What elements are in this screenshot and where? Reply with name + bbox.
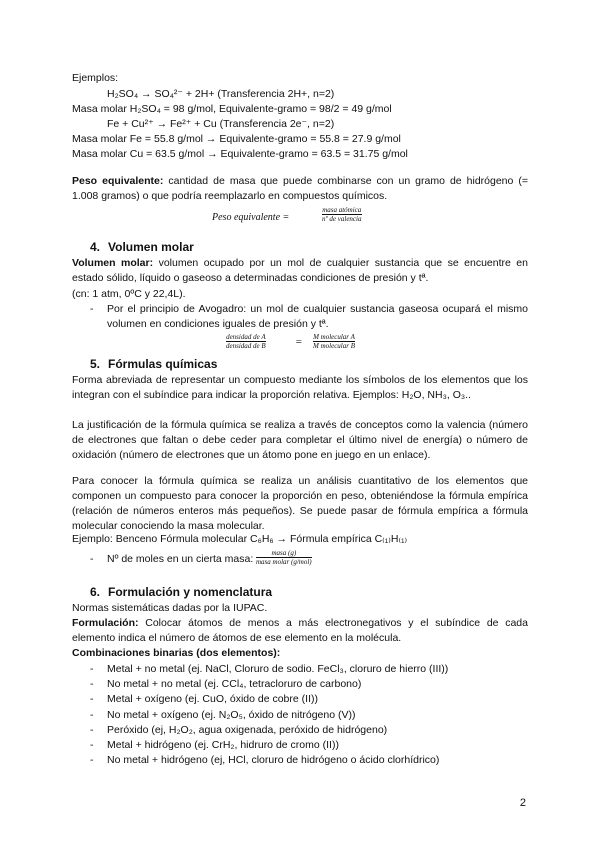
peso-formula-denominator: nº de valencia [322,215,362,223]
volumen-molar-term: Volumen molar: [72,257,154,269]
moles-fraction [256,549,312,566]
volumen-molar-cn: (cn: 1 atm, 0ºC y 22,4L). [72,288,186,300]
section-6-number: 6. [90,585,101,599]
volumen-molar-text: volumen ocupado por un mol de cualquier sustancia que se encuentre en estado sólido, líquido o gaseoso a determinadas condiciones de presión y tª. [72,257,528,284]
examples-heading: Ejemplos: [72,72,119,84]
binarias-item-dash: - [90,693,94,705]
peso-equivalente-paragraph [72,174,528,204]
avogadro-bullet-dash: - [90,303,94,315]
avogadro-bullet-text: Por el principio de Avogadro: un mol de cualquier sustancia gaseosa ocupará el mismo volumen en condiciones iguales de presión y tª. [107,303,528,330]
section-5-number: 5. [90,357,101,371]
section-5-title: Fórmulas químicas [108,357,218,371]
binarias-item: Peróxido (ej, H₂O₂, agua oxigenada, peróxido de hidrógeno) [107,724,388,736]
section-5-heading [90,357,217,371]
page-number: 2 [519,797,526,809]
moles-bullet-dash: - [90,553,94,565]
example-masa-cu: Masa molar Cu = 63.5 g/mol → Equivalente-gramo = 63.5 = 31.75 g/mol [72,148,408,160]
example-reaction-2: Fe + Cu²⁺ → Fe²⁺ + Cu (Transferencia 2e⁻, n=2) [107,118,335,130]
binarias-item-dash: - [90,709,94,721]
section-6-heading [90,585,272,599]
density-equals: = [295,336,303,348]
peso-equivalente-term: Peso equivalente: [72,175,164,187]
binarias-item: No metal + oxígeno (ej. N₂O₅, óxido de nitrógeno (V)) [107,709,356,721]
formulacion-term: Formulación: [72,617,139,629]
molar-mass-numerator: M molecular A [313,333,355,341]
formulacion-paragraph [72,616,528,646]
moles-denominator: masa molar (g/mol) [256,558,312,566]
binarias-item-dash: - [90,724,94,736]
binarias-item-dash: - [90,678,94,690]
section-4-heading [90,240,194,254]
volumen-molar-paragraph [72,256,528,286]
binarias-heading: Combinaciones binarias (dos elementos): [72,647,281,659]
formulas-paragraph-3: Para conocer la fórmula química se realiza un análisis cuantitativo de los elementos que componen un compuesto para conocer la proporción en peso, obteniéndose la fórmula empírica (relación de números enteros más pequeños). Se puede pasar de fórmula empírica a fórmula molecular conociendo la masa molecular. [72,475,528,532]
example-masa-h2so4: Masa molar H₂SO₄ = 98 g/mol, Equivalente-gramo = 98/2 = 49 g/mol [72,103,392,115]
peso-formula-lhs: Peso equivalente = [212,212,290,223]
density-numerator: densidad de A [226,333,266,341]
section-6-title: Formulación y nomenclatura [108,585,273,599]
example-reaction-1: H₂SO₄ → SO₄²⁻ + 2H+ (Transferencia 2H+, n=2) [107,88,335,100]
peso-formula-fraction [322,206,362,223]
formulas-paragraph-2: La justificación de la fórmula química se realiza a través de conceptos como la valencia (número de electrones que faltan o debe ceder para completar el último nivel de energía) o número de oxidación (número de electrones que un átomo pone en juego en un enlace). [72,419,528,461]
binarias-item-dash: - [90,663,94,675]
benceno-example: Ejemplo: Benceno Fórmula molecular C₆H₆ → Fórmula empírica C₍₁₎H₍₁₎ [72,533,408,545]
peso-equivalente-text: cantidad de masa que puede combinarse con un gramo de hidrógeno (= 1.008 gramos) o que podría reemplazarlo en compuestos químicos. [72,175,529,202]
binarias-item-dash: - [90,754,94,766]
section-4-number: 4. [90,240,101,254]
moles-bullet-label: Nº de moles en un cierta masa: [107,553,254,565]
example-masa-fe: Masa molar Fe = 55.8 g/mol → Equivalente-gramo = 55.8 = 27.9 g/mol [72,133,401,145]
binarias-item: No metal + no metal (ej. CCl₄, tetracloruro de carbono) [107,678,362,690]
binarias-item: Metal + oxígeno (ej. CuO, óxido de cobre (II)) [107,693,318,705]
iupac-normas: Normas sistemáticas dadas por la IUPAC. [72,602,268,614]
binarias-item-dash: - [90,739,94,751]
molar-mass-denominator: M molecular B [313,342,355,350]
moles-numerator: masa (g) [271,549,297,557]
binarias-item: No metal + hidrógeno (ej, HCl, cloruro de hidrógeno o ácido clorhídrico) [107,754,440,766]
binarias-item: Metal + no metal (ej. NaCl, Cloruro de sodio. FeCl₃, cloruro de hierro (III)) [107,663,449,675]
density-fraction [226,333,266,350]
peso-formula-numerator: masa atómica [322,206,362,214]
formulacion-text: Colocar átomos de menos a más electronegativos y el subíndice de cada elemento indica el número de átomos de ese elemento en la molécula. [72,617,528,644]
molar-mass-fraction [313,333,355,350]
binarias-item: Metal + hidrógeno (ej. CrH₂, hidruro de cromo (II)) [107,739,339,751]
formulas-paragraph-1: Forma abreviada de representar un compuesto mediante los símbolos de los elementos que los integran con el subíndice para indicar la proporción relativa. Ejemplos: H₂O, NH₃, O₃.. [72,374,528,401]
density-denominator: densidad de B [226,342,266,350]
section-4-title: Volumen molar [108,240,194,254]
